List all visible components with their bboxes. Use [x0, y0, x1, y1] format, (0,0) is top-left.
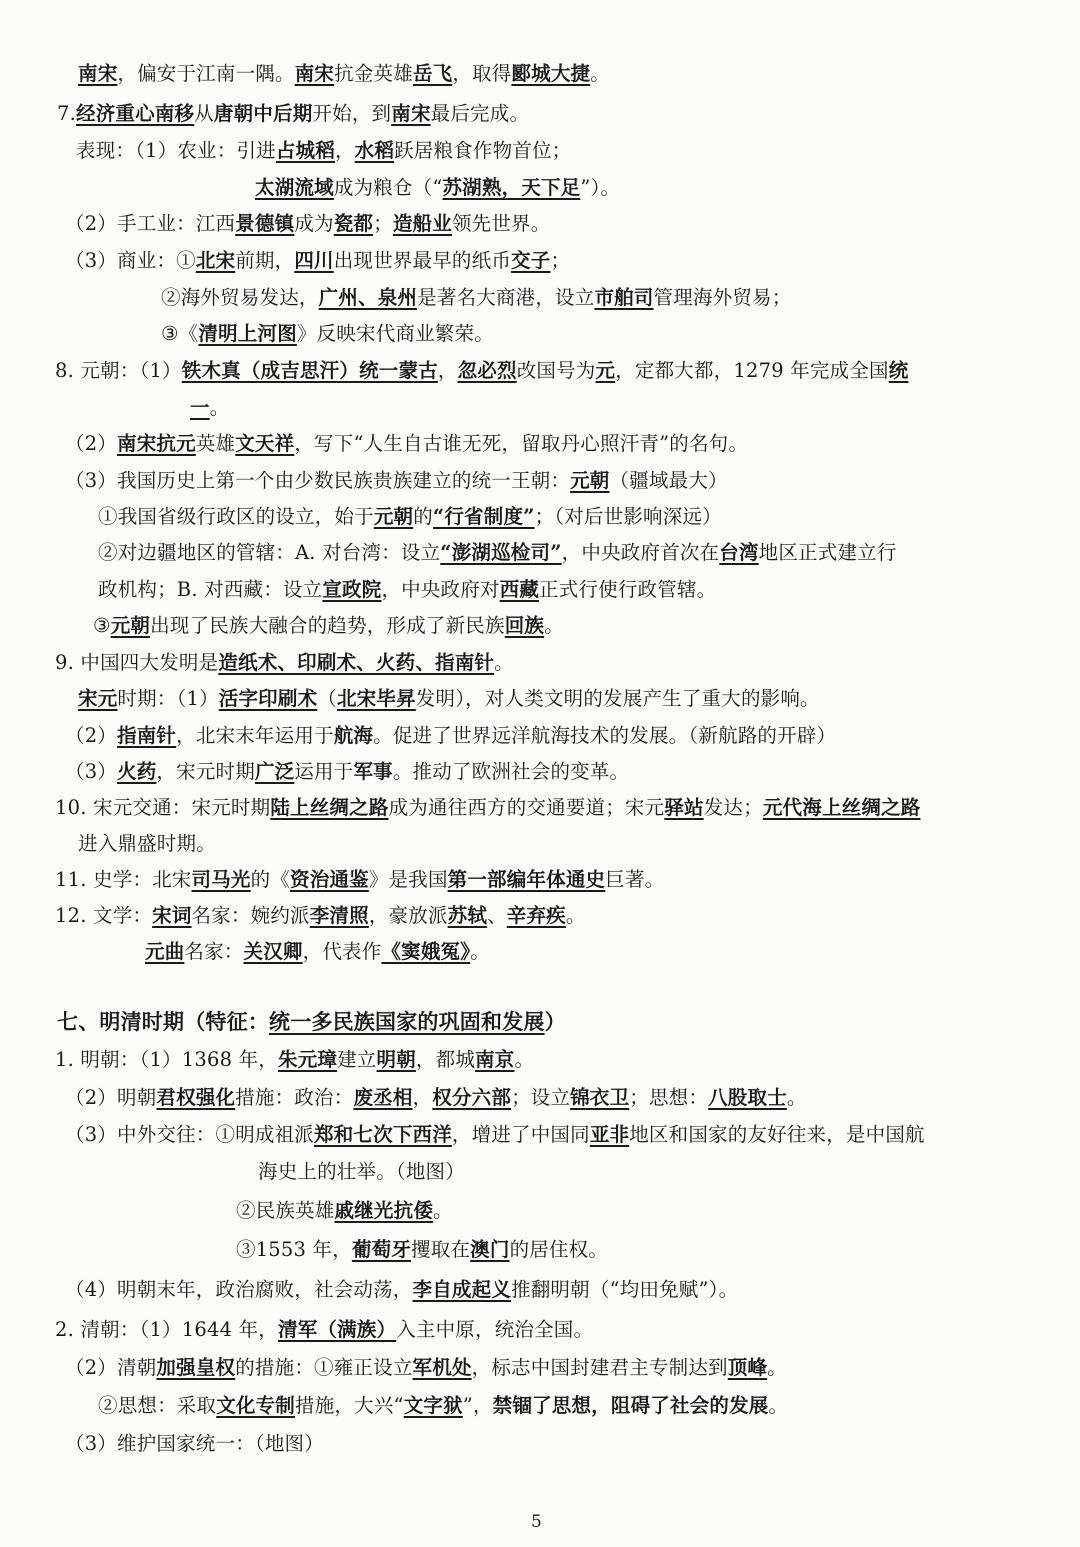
text-segment: （2）明朝	[65, 1086, 157, 1109]
underlined-keyword: 宋元	[78, 687, 118, 710]
underlined-keyword: 李自成起义	[412, 1278, 512, 1301]
underlined-keyword: 占城稻	[275, 139, 335, 162]
underlined-keyword: 元朝	[110, 614, 151, 637]
underlined-keyword: 葡萄牙	[351, 1238, 412, 1261]
underlined-keyword: 郾城大捷	[511, 62, 591, 85]
underlined-keyword: 戚继光抗倭	[334, 1199, 434, 1222]
underlined-keyword: 清明上河图	[198, 322, 297, 345]
text-segment: 发达；	[703, 796, 763, 819]
text-segment: 、	[487, 904, 507, 927]
text-line	[65, 1121, 925, 1149]
underlined-keyword: 北宋	[195, 249, 236, 272]
text-segment: 表现：（1）农业：引进	[76, 139, 276, 162]
text-line	[65, 1276, 738, 1304]
underlined-keyword: 统一多民族国家的巩固和发展	[269, 1009, 545, 1034]
text-segment: 的措施：①雍正设立	[235, 1356, 413, 1379]
underlined-keyword: 元	[595, 359, 616, 382]
underlined-keyword: 八股取士	[708, 1086, 787, 1109]
text-segment: 海史上的壮举。（地图）	[258, 1160, 465, 1183]
text-segment: ②海外贸易发达，	[161, 286, 319, 309]
text-segment: 跃居粮食作物首位；	[394, 139, 572, 162]
text-segment: 7.	[57, 102, 77, 125]
underlined-keyword: 权分六部	[432, 1086, 512, 1109]
text-segment: 。	[470, 940, 490, 963]
text-segment: （疆域最大）	[609, 469, 728, 492]
underlined-keyword: 元朝	[570, 469, 610, 492]
text-segment: （3）我国历史上第一个由少数民族贵族建立的统一王朝：	[65, 469, 571, 492]
text-segment: 管理海外贸易；	[653, 286, 792, 309]
underlined-keyword: 资治通鉴	[290, 868, 369, 891]
text-segment: ，写下“人生自古谁无死，留取丹心照汗青”的名句。	[294, 432, 749, 455]
underlined-keyword: 驿站	[664, 796, 704, 819]
text-segment: 领先世界。	[451, 212, 551, 235]
text-segment: 的	[413, 505, 433, 528]
text-line	[258, 1158, 465, 1186]
text-segment: ，取得	[452, 62, 512, 85]
text-segment: 》是我国	[368, 868, 448, 891]
text-segment: 出现世界最早的纸币	[333, 249, 512, 272]
underlined-keyword: 辛弃疾	[506, 904, 566, 927]
underlined-keyword: 台湾	[719, 541, 759, 564]
text-segment: 政机构；B. 对西藏：设立	[98, 578, 323, 601]
underlined-keyword: 南宋抗元	[117, 432, 196, 455]
text-segment: （2）	[65, 432, 118, 455]
text-segment: 开始，到	[312, 102, 392, 125]
underlined-keyword: 文字狱	[403, 1394, 463, 1417]
text-segment: 1. 明朝：（1）1368 年，	[55, 1048, 278, 1071]
underlined-keyword: 忽必烈	[457, 359, 517, 382]
underlined-keyword: 广泛	[254, 760, 295, 783]
text-segment: ，偏安于江南一隅。	[117, 62, 295, 85]
text-segment: （3）	[65, 760, 118, 783]
text-segment: （	[317, 687, 337, 710]
text-segment: （2）清朝	[65, 1356, 157, 1379]
underlined-keyword: 经济重心南移	[76, 102, 195, 125]
text-line	[65, 1084, 807, 1112]
text-segment: 。	[768, 1394, 789, 1417]
text-segment: ，标志中国封建君主专制达到	[471, 1356, 728, 1379]
text-segment: 措施，大兴“	[295, 1394, 404, 1417]
text-segment: ②思想：采取	[98, 1394, 217, 1417]
text-segment: ；	[550, 249, 571, 272]
text-segment: （3）维护国家统一：（地图）	[65, 1432, 324, 1455]
text-segment: 。推动了欧洲社会的变革。	[392, 760, 630, 783]
text-segment: 9. 中国四大发明是	[55, 651, 219, 674]
text-segment: ，定都大都，1279 年完成全国	[615, 359, 889, 382]
text-segment: （3）中外交往：①明成祖派	[65, 1123, 315, 1146]
underlined-keyword: 南京	[475, 1048, 515, 1071]
underlined-keyword: 统	[888, 359, 909, 382]
text-segment: 英雄	[195, 432, 236, 455]
text-segment: 的《	[250, 868, 291, 891]
text-segment: 军事	[353, 760, 393, 783]
text-segment: （2）手工业：江西	[65, 212, 236, 235]
text-segment: 发明），对人类文明的发展产生了重大的影响。	[415, 687, 820, 710]
text-line	[55, 1046, 534, 1074]
underlined-keyword: 西藏	[499, 578, 540, 601]
underlined-keyword: 军机处	[412, 1356, 472, 1379]
underlined-keyword: 市舶司	[594, 286, 654, 309]
underlined-keyword: 陆上丝绸之路	[270, 796, 389, 819]
section-heading	[57, 1008, 566, 1036]
text-segment: 航海	[333, 724, 374, 747]
underlined-keyword: 景德镇	[235, 212, 295, 235]
underlined-keyword: 文化专制	[216, 1394, 296, 1417]
text-segment: 成为	[294, 212, 334, 235]
text-line	[255, 174, 620, 202]
underlined-keyword: 宣政院	[322, 578, 382, 601]
underlined-keyword: 李清照	[309, 904, 369, 927]
underlined-keyword: 回族	[504, 614, 545, 637]
underlined-keyword: 澳门	[470, 1238, 510, 1261]
text-line	[65, 467, 728, 495]
text-line	[78, 685, 820, 713]
text-line	[145, 938, 490, 966]
text-segment: 2. 清朝：（1）1644 年，	[55, 1318, 278, 1341]
text-line	[55, 649, 514, 677]
text-segment: 。	[786, 1086, 807, 1109]
text-segment: 改国号为	[516, 359, 596, 382]
underlined-keyword: 水稻	[354, 139, 395, 162]
text-line	[55, 902, 586, 930]
text-segment: ②对边疆地区的管辖：A. 对台湾：设立	[98, 541, 441, 564]
text-segment: ，中央政府对	[381, 578, 500, 601]
text-line	[161, 284, 791, 312]
text-segment: 。	[494, 651, 514, 674]
text-segment: 唐朝中后期	[213, 102, 313, 125]
underlined-keyword: 南宋	[294, 62, 335, 85]
text-segment: ③	[93, 614, 111, 637]
text-segment: ，	[334, 139, 355, 162]
text-segment: 成为通往西方的交通要道；宋元	[388, 796, 665, 819]
underlined-keyword: 瓷都	[333, 212, 374, 235]
text-line	[65, 247, 570, 275]
underlined-keyword: 《窦娥冤》	[381, 940, 471, 963]
text-segment: ②民族英雄	[236, 1199, 335, 1222]
text-line	[65, 430, 748, 458]
text-line	[65, 1354, 787, 1382]
text-segment: 》反映宋代商业繁荣。	[296, 322, 494, 345]
text-segment: ①我国省级行政区的设立，始于	[98, 505, 374, 528]
text-line	[236, 1236, 608, 1264]
text-segment: 名家：婉约派	[191, 904, 310, 927]
text-segment: 。	[514, 1048, 535, 1071]
underlined-keyword: 活字印刷术	[218, 687, 318, 710]
text-line	[76, 137, 571, 165]
underlined-keyword: 北宋毕昇	[336, 687, 416, 710]
text-segment: ，中央政府首次在	[561, 541, 720, 564]
text-segment: 运用于	[294, 760, 354, 783]
underlined-keyword: 元曲	[145, 940, 185, 963]
text-segment: 。	[544, 614, 564, 637]
text-line	[78, 60, 610, 88]
text-segment: 的居住权。	[509, 1238, 609, 1261]
text-segment: 巨著。	[605, 868, 665, 891]
underlined-keyword: 火药	[117, 760, 157, 783]
text-segment: ，增进了中国同	[451, 1123, 590, 1146]
text-segment: 时期：（1）	[117, 687, 219, 710]
underlined-keyword: 朱元璋	[278, 1048, 338, 1071]
text-segment: 。	[565, 904, 586, 927]
text-line	[55, 794, 920, 822]
underlined-keyword: 元朝	[373, 505, 414, 528]
text-line	[98, 576, 716, 604]
text-segment: ③1553 年，	[236, 1238, 352, 1261]
text-segment: 正式行使行政管辖。	[539, 578, 717, 601]
text-segment: 。	[209, 396, 230, 419]
text-segment: 最后完成。	[430, 102, 530, 125]
text-line	[190, 394, 229, 422]
text-segment: 七、明清时期（特征：	[57, 1009, 269, 1034]
text-segment: 8. 元朝：（1）	[55, 359, 182, 382]
underlined-keyword: 南宋	[78, 62, 118, 85]
text-segment: 从	[194, 102, 214, 125]
text-line	[65, 722, 836, 750]
text-segment: ，宋元时期	[156, 760, 255, 783]
text-segment: 名家：	[184, 940, 244, 963]
text-line	[55, 1316, 593, 1344]
underlined-keyword: 元代海上丝绸之路	[762, 796, 921, 819]
text-line	[55, 357, 908, 385]
text-segment: ”）。	[580, 176, 621, 199]
text-line	[98, 503, 722, 531]
text-segment: ③《	[161, 322, 199, 345]
text-segment: ，	[412, 1086, 433, 1109]
underlined-keyword: 苏轼	[447, 904, 488, 927]
text-segment: 12. 文学：	[55, 904, 153, 927]
underlined-keyword: 亚非	[589, 1123, 630, 1146]
underlined-keyword: 关汉卿	[243, 940, 303, 963]
text-segment: 建立	[337, 1048, 377, 1071]
underlined-keyword: “澎湖巡检司”	[440, 541, 562, 564]
underlined-keyword: 四川	[294, 249, 334, 272]
underlined-keyword: 铁木真（成吉思汗）统一蒙古	[181, 359, 438, 382]
text-segment: 是著名大商港，设立	[417, 286, 595, 309]
underlined-keyword: 岳飞	[412, 62, 453, 85]
text-line	[65, 758, 629, 786]
text-line	[236, 1197, 453, 1225]
text-segment: 10. 宋元交通：宋元时期	[55, 796, 271, 819]
text-segment: 。促进了世界远洋航海技术的发展。（新航路的开辟）	[373, 724, 837, 747]
underlined-keyword: 交子	[511, 249, 551, 272]
text-segment: 地区正式建立行	[758, 541, 897, 564]
underlined-keyword: 第一部编年体通史	[447, 868, 606, 891]
underlined-keyword: 顶峰	[727, 1356, 768, 1379]
underlined-keyword: 司马光	[191, 868, 251, 891]
text-segment: 措施：政治：	[235, 1086, 354, 1109]
underlined-keyword: “行省制度”	[432, 505, 535, 528]
text-segment: 出现了民族大融合的趋势，形成了新民族	[150, 614, 505, 637]
text-segment: ，豪放派	[368, 904, 448, 927]
text-line	[78, 830, 216, 858]
underlined-keyword: 清军（满族）	[278, 1318, 397, 1341]
underlined-keyword: 指南针	[117, 724, 177, 747]
text-segment: ，	[437, 359, 458, 382]
text-segment: （4）明朝末年，政治腐败，社会动荡，	[65, 1278, 413, 1301]
text-line	[55, 866, 664, 894]
text-segment: ，都城	[415, 1048, 476, 1071]
text-segment: 地区和国家的友好往来，是中国航	[629, 1123, 925, 1146]
underlined-keyword: 文天祥	[235, 432, 295, 455]
text-segment: （3）商业：①	[65, 249, 196, 272]
text-segment: ，代表作	[302, 940, 382, 963]
text-segment: 禁锢了思想，阻碍了社会的发展	[492, 1394, 769, 1417]
underlined-keyword: 造纸术、印刷术、火药、指南针	[218, 651, 495, 674]
text-segment: 11. 史学：北宋	[55, 868, 192, 891]
text-segment: 。	[590, 62, 610, 85]
underlined-keyword: 宋词	[152, 904, 192, 927]
text-segment: ；（对后世影响深远）	[534, 505, 722, 528]
text-segment: ）	[544, 1009, 566, 1034]
text-segment: 成为粮仓（“	[333, 176, 443, 199]
underlined-keyword: 太湖流域	[255, 176, 334, 199]
text-segment: 。	[767, 1356, 787, 1379]
text-segment: 进入鼎盛时期。	[78, 832, 216, 855]
text-segment: （2）	[65, 724, 118, 747]
underlined-keyword: 明朝	[376, 1048, 416, 1071]
text-line	[98, 539, 897, 567]
underlined-keyword: 广州、泉州	[318, 286, 418, 309]
text-line	[98, 1392, 788, 1420]
underlined-keyword: 造船业	[392, 212, 452, 235]
text-segment: ”，	[462, 1394, 493, 1417]
underlined-keyword: 锦衣卫	[570, 1086, 630, 1109]
text-segment: 前期，	[235, 249, 295, 272]
text-segment: 抗金英雄	[334, 62, 413, 85]
text-line	[65, 1430, 324, 1458]
underlined-keyword: 一	[190, 396, 210, 419]
underlined-keyword: 郑和七次下西洋	[314, 1123, 452, 1146]
text-segment: 攫取在	[411, 1238, 471, 1261]
text-line	[161, 320, 494, 348]
text-segment: 。	[433, 1199, 453, 1222]
text-segment: ，北宋末年运用于	[176, 724, 334, 747]
text-segment: ；思想：	[629, 1086, 709, 1109]
underlined-keyword: 南宋	[391, 102, 431, 125]
underlined-keyword: 君权强化	[156, 1086, 236, 1109]
underlined-keyword: 废丞相	[353, 1086, 413, 1109]
text-line	[93, 612, 564, 640]
text-line	[57, 100, 529, 128]
underlined-keyword: 苏湖熟，天下足	[442, 176, 581, 199]
text-segment: 推翻明朝（“均田免赋”）。	[511, 1278, 739, 1301]
page-number: 5	[531, 1512, 542, 1532]
underlined-keyword: 加强皇权	[156, 1356, 236, 1379]
text-line	[65, 210, 550, 238]
text-segment: 入主中原，统治全国。	[396, 1318, 594, 1341]
text-segment: ；设立	[511, 1086, 571, 1109]
text-segment: ；	[373, 212, 393, 235]
